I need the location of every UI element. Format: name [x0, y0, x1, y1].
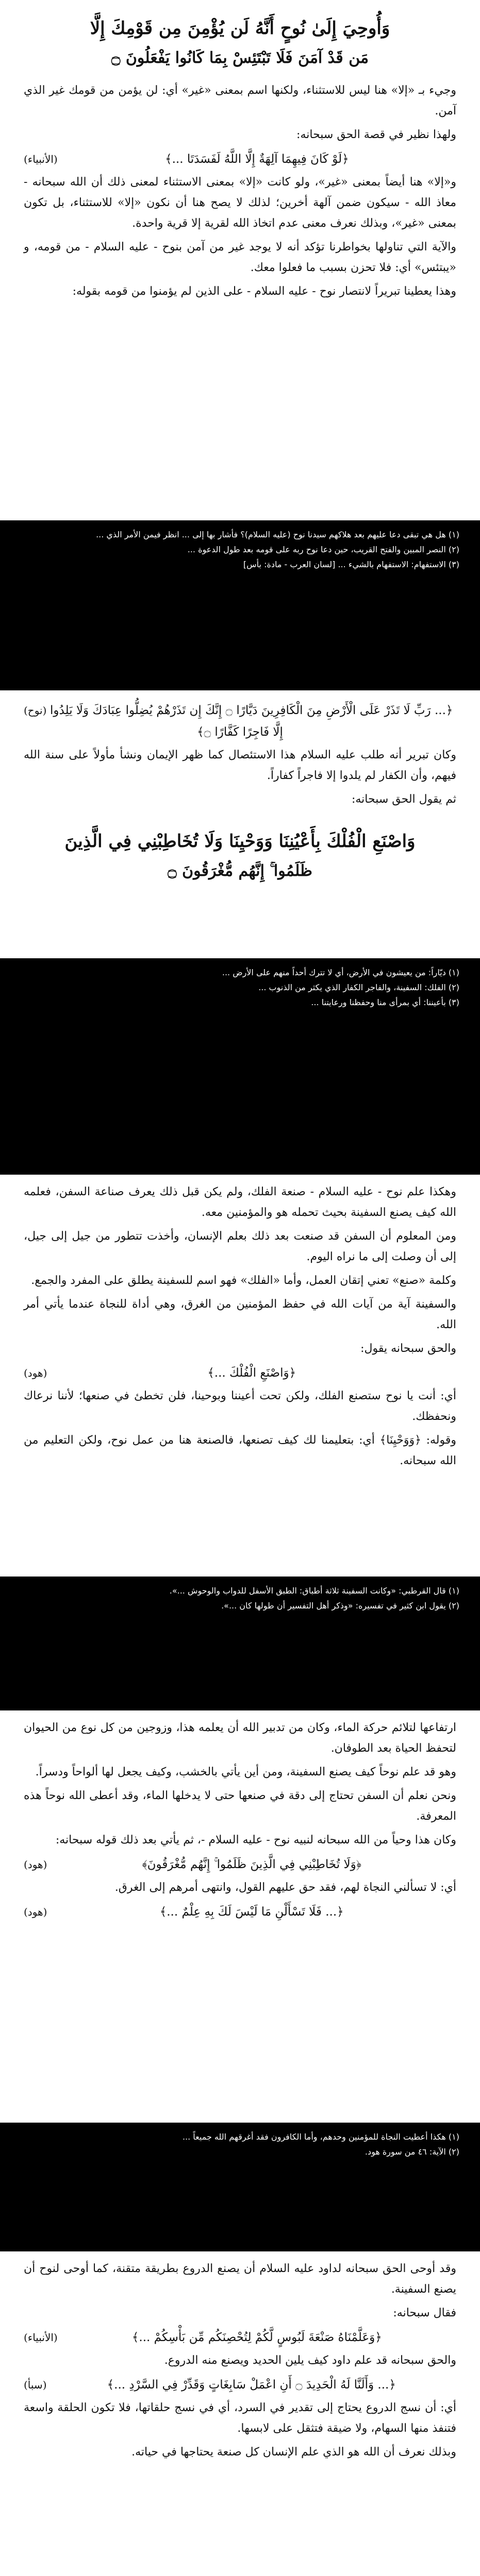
footnote: (٢) الفلك: السفينة، والفاجر الكفار الذي يكثر من الذنوب ...	[258, 982, 459, 992]
body-text	[0, 1175, 480, 1471]
quran-reference: (نوح)	[24, 704, 47, 717]
quran-reference: (هود)	[24, 1858, 47, 1871]
footnote: (٢) الآية: ٤٦ من سورة هود.	[365, 2147, 459, 2157]
paragraph: وقد أوحى الحق سبحانه لداود عليه السلام أن يصنع الدروع بطريقة متقنة، كما أوحى لنوح أن يصنع السفينة.	[24, 2262, 456, 2296]
footnote: (١) قال القرطبي: «وكانت السفينة ثلاثة أطباق: الطبق الأسفل للدواب والوحوش ...».	[169, 1586, 459, 1596]
quran-text: ﴿وَلَا تُخَاطِبْنِي فِي الَّذِينَ ظَلَمُوا ۚ إِنَّهُم مُّغْرَقُونَ﴾	[142, 1858, 361, 1871]
paragraph: وهو قد علم نوحاً كيف يصنع السفينة، ومن أين يأتي بالخشب، وكيف يجعل لها ألواحاً ودسراً.	[35, 1766, 456, 1778]
paragraph: وكان تبرير أنه طلب عليه السلام هذا الاستئصال كما ظهر الإيمان ونشأ مأولاً على سنة الله فيهم، وأن الكفار لم يلدوا إلا فاجراً كفاراً.	[24, 749, 456, 782]
paragraph: وجيء بـ «إلا» هنا ليس للاستثناء، ولكنها اسم بمعنى «غير» أي: لن يؤمن من قومك غير الذي آمن.	[24, 84, 456, 117]
quran-reference: (الأنبياء)	[24, 153, 58, 165]
section-4	[0, 1710, 480, 2123]
paragraph: ثم يقول الحق سبحانه:	[351, 793, 456, 806]
verse-line: مَن قَدْ آمَنَ فَلَا تَبْتَئِسْ بِمَا كَانُوا يَفْعَلُونَ ۝	[111, 49, 369, 67]
footnotes	[0, 520, 480, 690]
paragraph: وبذلك نعرف أن الله هو الذي علم الإنسان كل صنعة يحتاجها في حياته.	[131, 2446, 456, 2459]
footnotes-block	[0, 958, 480, 1175]
quran-text: ﴿... رَبِّ لَا تَذَرْ عَلَى الْأَرْضِ مِنَ الْكَافِرِينَ دَيَّارًا ۝ إِنَّكَ إِن تَذَرْهُمْ يُضِلُّوا عِبَادَكَ وَلَا يَلِدُوا إِلَّا فَاجِرًا كَفَّارًا ۝﴾	[50, 704, 453, 739]
body-text	[0, 1710, 480, 1923]
footnotes-block	[0, 520, 480, 690]
section-5	[0, 2251, 480, 2576]
footnotes	[0, 958, 480, 1175]
footnotes	[0, 1577, 480, 1710]
quran-text: ﴿لَوْ كَانَ فِيهِمَا آلِهَةٌ إِلَّا اللَّهُ لَفَسَدَتَا ...﴾	[165, 152, 349, 166]
footnote: (٣) الاستفهام: الاستفهام بالشيء ... [لسان العرب - مادة: بأس]	[243, 560, 459, 569]
paragraph: ارتفاعها لتلائم حركة الماء، وكان من تدبير الله أن يعلمه هذا، وزوجين من كل نوع من الحيوان لتحفظ الحياة بعد الطوفان.	[24, 1721, 456, 1755]
footnotes-block	[0, 1577, 480, 1710]
section-1	[0, 0, 480, 520]
quran-reference: (سبأ)	[24, 2379, 47, 2391]
footnote: (١) هل هي تبقى دعا عليهم بعد هلاكهم سيدنا نوح (عليه السلام)؟ فأشار بها إلى ... انظر فيمن الأمر الذي ...	[96, 530, 459, 539]
footnote: (٣) بأعيننا: أي بمرأى منا وحفظنا ورعايتنا ...	[311, 997, 459, 1007]
quran-reference: (الأنبياء)	[24, 2331, 58, 2344]
paragraph: وهكذا علم نوح - عليه السلام - صنعة الفلك، ولم يكن قبل ذلك يعرف صناعة السفن، فعلمه الله كيف يصنع السفينة بحيث تحمله هو والمؤمنين معه.	[24, 1185, 456, 1219]
verse-banner	[0, 813, 480, 886]
paragraph: ونحن نعلم أن السفن تحتاج إلى دقة في صنعها حتى لا يدخلها الماء، وقد أعطى الله نوحاً هذه المعرفة.	[24, 1789, 456, 1823]
body-text	[0, 2251, 480, 2463]
paragraph: ومن المعلوم أن السفن قد صنعت بعد ذلك بعلم الإنسان، وأخذت تتطور من جيل إلى جيل، إلى أن وصلت إلى ما نراه اليوم.	[24, 1230, 456, 1263]
quran-text: ﴿... وَأَلَنَّا لَهُ الْحَدِيدَ ۝ أَنِ اعْمَلْ سَابِغَاتٍ وَقَدِّرْ فِي السَّرْدِ ...﴾	[107, 2378, 396, 2392]
paragraph: ولهذا نظير في قصة الحق سبحانه:	[296, 128, 456, 141]
paragraph: وكلمة «صنع» تعني إتقان العمل، وأما «الفلك» فهو اسم للسفينة يطلق على المفرد والجمع.	[31, 1274, 456, 1287]
quran-quote	[24, 2327, 456, 2348]
paragraph: والآية التي تناولها بخواطرنا تؤكد أنه لا يوجد غير من آمن بنوح - عليه السلام - من قومه، و «يبتئس» أي: فلا تحزن بسبب ما فعلوا معك.	[24, 241, 456, 274]
quran-text: ﴿وَاصْنَعِ الْفُلْكَ ...﴾	[207, 1366, 296, 1380]
paragraph: والحق سبحانه قد علم داود كيف يلين الحديد ويصنع منه الدروع.	[164, 2354, 456, 2367]
quran-quote	[24, 700, 456, 743]
quran-text: ﴿وَعَلَّمْنَاهُ صَنْعَةَ لَبُوسٍ لَّكُمْ لِتُحْصِنَكُم مِّن بَأْسِكُمْ ...﴾	[131, 2331, 382, 2344]
paragraph: والحق سبحانه يقول:	[360, 1342, 456, 1355]
section-2	[0, 690, 480, 958]
paragraph: أي: أنت يا نوح ستصنع الفلك، ولكن تحت أعيننا وبوحينا، فلن تخطئ في صنعها؛ لأننا نرعاك ونحفظك.	[24, 1389, 456, 1423]
footnotes	[0, 2123, 480, 2251]
paragraph: وهذا يعطينا تبريراً لانتصار نوح - عليه السلام - على الذين لم يؤمنوا من قومه بقوله:	[72, 285, 456, 298]
quran-quote	[24, 1362, 456, 1384]
verse-line: وَأُوحِيَ إِلَىٰ نُوحٍ أَنَّهُ لَن يُؤْمِنَ مِن قَوْمِكَ إِلَّا	[90, 18, 390, 39]
quran-reference: (هود)	[24, 1906, 47, 1918]
footnote: (١) ديّاراً: من يعيشون في الأرض، أي لا تترك أحداً منهم على الأرض ...	[222, 968, 459, 977]
quran-reference: (هود)	[24, 1367, 47, 1379]
body-text	[0, 690, 480, 810]
quran-text: ﴿... فَلَا تَسْأَلْنِ مَا لَيْسَ لَكَ بِهِ عِلْمٌ ...﴾	[159, 1905, 344, 1919]
verse-banner	[0, 0, 480, 73]
quran-quote	[24, 2374, 456, 2396]
quran-quote	[24, 1854, 456, 1875]
paragraph: والسفينة آية من آيات الله في حفظ المؤمنين من الغرق، وهي أداة للنجاة عندما يأتي أمر الله.	[24, 1298, 456, 1331]
footnotes-block	[0, 2123, 480, 2251]
quran-quote	[24, 148, 456, 170]
paragraph: أي: لا تسألني النجاة لهم، فقد حق عليهم القول، وانتهى أمرهم إلى الغرق.	[114, 1881, 456, 1894]
paragraph: و«إلا» هنا أيضاً بمعنى «غير»، ولو كانت «إلا» بمعنى الاستثناء لمعنى ذلك أن الله سبحانه - معاذ الله - سيكون ضمن آلهة أخرين؛ لذلك لا يصح هنا أن نكون «إلا» للاستثناء، بل تكون بمعنى «غير»، وبذلك نعرف معنى عدم اتخاذ الله لقرية إلا قرية واحدة.	[24, 176, 456, 230]
body-text	[0, 73, 480, 302]
paragraph: أي: أن نسج الدروع يحتاج إلى تقدير في السرد، أي في نسج حلقاتها، فلا تكون الحلقة واسعة فتنفذ منها السهام، ولا ضيقة فتثقل على لابسها.	[24, 2401, 456, 2435]
footnote: (٢) يقول ابن كثير في تفسيره: «وذكر أهل التفسير أن طولها كان ...».	[221, 1601, 459, 1611]
verse-line: وَاصْنَعِ الْفُلْكَ بِأَعْيُنِنَا وَوَحْيِنَا وَلَا تُخَاطِبْنِي فِي الَّذِينَ	[64, 831, 416, 852]
paragraph: فقال سبحانه:	[393, 2307, 456, 2319]
paragraph: وكان هذا وحياً من الله سبحانه لنبيه نوح - عليه السلام -، ثم يأتي بعد ذلك قوله سبحانه:	[55, 1834, 456, 1846]
quran-quote	[24, 1901, 456, 1923]
footnote: (١) هكذا أعطيت النجاة للمؤمنين وحدهم، وأما الكافرون فقد أغرقهم الله جميعاً ...	[182, 2132, 459, 2142]
footnote: (٢) النصر المبين والفتح القريب، حين دعا نوح ربه على قومه بعد طول الدعوة ...	[187, 545, 459, 554]
section-3	[0, 1175, 480, 1577]
paragraph: وقوله: ﴿وَوَحْيِنَا﴾ أي: بتعليمنا لك كيف تصنعها، فالصنعة هنا من عمل نوح، ولكن التعليم من الله سبحانه.	[24, 1434, 456, 1467]
verse-line: ظَلَمُوا ۚ إِنَّهُم مُّغْرَقُونَ ۝	[168, 862, 312, 880]
